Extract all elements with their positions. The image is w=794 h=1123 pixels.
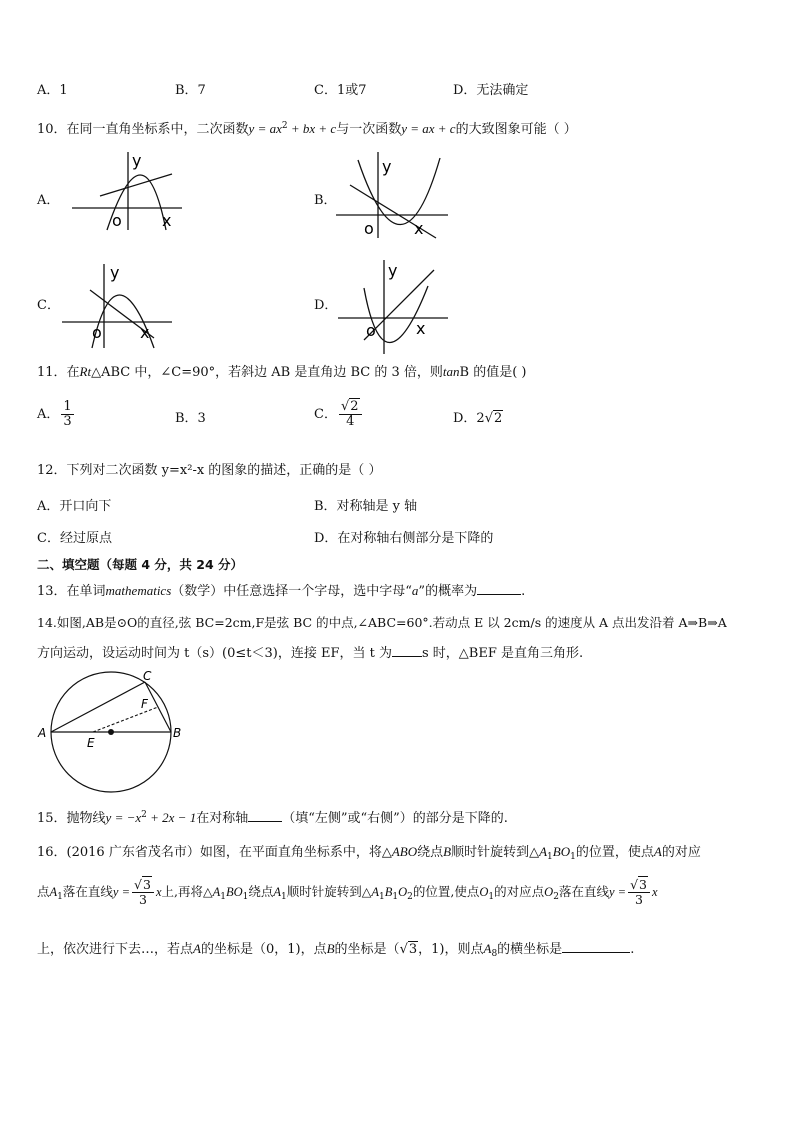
- x-label: x: [414, 219, 424, 238]
- q13-stem: 13．在单词mathematics（数学）中任意选择一个字母，选中字母“a”的概率为 .: [37, 583, 526, 599]
- q14-answer-blank: [392, 656, 422, 657]
- center-point: [108, 729, 114, 735]
- q9-option-a: A．1: [37, 83, 68, 98]
- q11-option-c: C． $\frac{√2}{4}$: [314, 400, 364, 429]
- q10-graph-a: [70, 150, 185, 232]
- x-label: x: [140, 323, 150, 342]
- section-heading: 二、填空题（每题 4 分，共 24 分）: [37, 557, 244, 572]
- q16-line-1: 16．(2016 广东省茂名市）如图，在平面直角坐标系中，将△ABO绕点B顺时针旋转到$\triangle A_1BO_1$的位置，使点A的对应: [37, 844, 701, 862]
- x-label: x: [162, 211, 172, 230]
- origin-label: o: [364, 219, 374, 238]
- q9-option-c: C．1或7: [314, 83, 367, 98]
- q15-answer-blank: [248, 821, 282, 822]
- y-label: y: [388, 261, 398, 280]
- q10-label-d: D．: [314, 298, 338, 313]
- q16-line-2: 点$A_1$落在直线y = $\frac{√3}{3}$ x上,再将$\triangle A_1BO_1$绕点$A_1$顺时针旋转到$\triangle A_1B_1O_2$的位置,使点$O_1$的对应点$O_2$落在直线y = $\frac{√3}{3}$ x: [37, 877, 658, 907]
- label-f: F: [141, 697, 148, 711]
- q12-stem: 12．下列对二次函数 y=x²-x 的图象的描述，正确的是（ ）: [37, 463, 382, 478]
- q12-option-b: B．对称轴是 y 轴: [314, 499, 418, 514]
- q11-option-d: D．2√2: [453, 411, 503, 426]
- origin-label: o: [112, 211, 122, 230]
- q10-graph-c: [62, 262, 174, 350]
- q9-option-b: B．7: [175, 83, 206, 98]
- q11-stem: 11．在Rt△ABC 中，∠C=90°，若斜边 AB 是直角边 BC 的 3 倍，则tanB 的值是( ): [37, 364, 527, 380]
- q11-option-a: A． $\frac{1}{3}$: [37, 399, 72, 429]
- origin-label: o: [366, 321, 376, 340]
- q14-line-2: 方向运动，设运动时间为 t（s）(0≤t＜3)，连接 EF，当 t 为 s 时，△BEF 是直角三角形.: [37, 646, 584, 661]
- q16-line-3: 上，依次进行下去…，若点A的坐标是（0，1)，点B的坐标是（√3，1)，则点$A_8$的横坐标是 .: [37, 941, 635, 959]
- q12-option-d: D．在对称轴右侧部分是下降的: [314, 531, 494, 546]
- chord-ac: [51, 682, 145, 732]
- segment-ef: [93, 707, 158, 732]
- q16-answer-blank: [562, 952, 630, 953]
- x-label: x: [416, 319, 426, 338]
- y-label: y: [132, 151, 142, 170]
- label-b: B: [173, 726, 182, 740]
- q14-line-1: 14.如图,AB是⊙O的直径,弦 BC=2cm,F是弦 BC 的中点,∠ABC=60°.若动点 E 以 2cm/s 的速度从 A 点出发沿着 A⇒B⇒A: [37, 615, 727, 630]
- q10-label-b: B．: [314, 193, 337, 208]
- q9-option-d: D．无法确定: [453, 83, 529, 98]
- q11-option-b: B．3: [175, 411, 206, 426]
- q15-stem: 15．抛物线$y = -x^2 + 2x - 1$在对称轴 （填“左侧”或“右侧”）的部分是下降的.: [37, 810, 508, 826]
- q14-circle-figure: [35, 668, 185, 793]
- y-label: y: [110, 263, 120, 282]
- origin-label: o: [92, 323, 102, 342]
- q13-answer-blank: [477, 594, 521, 595]
- label-c: C: [143, 669, 152, 683]
- y-label: y: [382, 157, 392, 176]
- q10-label-a: A．: [37, 193, 60, 208]
- q10-graph-b: [336, 150, 451, 240]
- q12-option-c: C．经过原点: [37, 531, 112, 546]
- q10-graph-d: [336, 258, 451, 356]
- line: [100, 174, 172, 196]
- q10-stem: 10．在同一直角坐标系中，二次函数$y = ax^2$ + bx + c与一次函数y = ax + c的大致图象可能（ ）: [37, 121, 577, 137]
- q10-label-c: C．: [37, 298, 60, 313]
- label-a: A: [38, 726, 47, 740]
- q12-option-a: A．开口向下: [37, 499, 112, 514]
- label-e: E: [87, 736, 95, 750]
